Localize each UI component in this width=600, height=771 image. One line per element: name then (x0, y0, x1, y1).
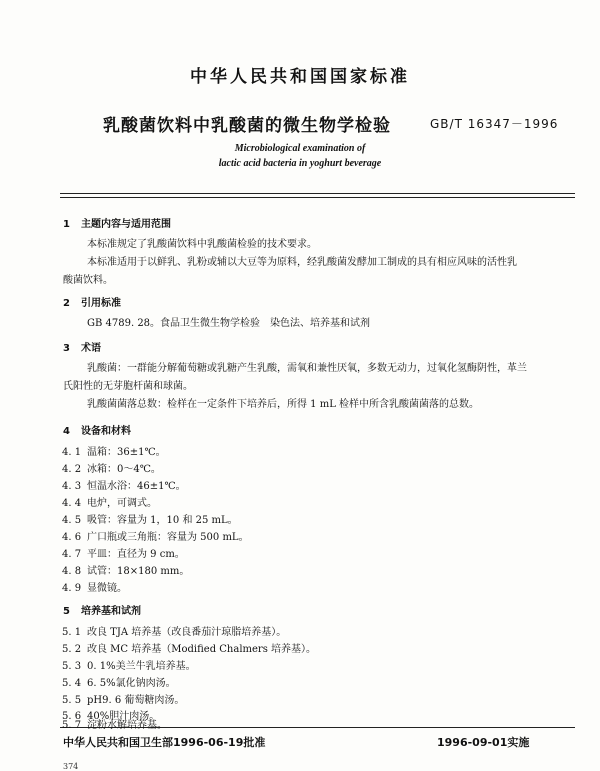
approval-line: 中华人民共和国卫生部1996-06-19批准 (63, 736, 266, 749)
list-item (62, 691, 184, 706)
list-item (62, 511, 238, 526)
list-item (62, 460, 161, 475)
item-number: 4. 8 (62, 566, 82, 577)
item-text: 6. 5%氯化钠肉汤。 (87, 678, 176, 689)
english-title-line2: lactic acid bacteria in yoghurt beverage (218, 158, 382, 169)
item-text: 平皿：直径为 9 cm。 (87, 549, 185, 560)
item-text: 改良 MC 培养基（Modified Chalmers 培养基）。 (87, 644, 317, 655)
list-item (62, 562, 189, 577)
item-text: 恒温水浴：46±1℃。 (87, 481, 186, 492)
item-number: 4. 6 (62, 532, 82, 543)
section-title: 引用标准 (81, 298, 121, 309)
list-item (62, 528, 249, 543)
item-number: 4. 2 (62, 464, 82, 475)
section-2-reference: GB 4789. 28。食品卫生微生物学检验 染色法、培养基和试剂 (87, 318, 371, 329)
item-number: 5. 5 (62, 695, 82, 706)
section-3-def1-line1: 乳酸菌：一群能分解葡萄糖或乳糖产生乳酸，需氧和兼性厌氧，多数无动力，过氧化氢酶阴性，革兰 (87, 363, 527, 374)
header-rule-bottom (60, 197, 575, 198)
list-item (62, 579, 127, 594)
standard-number: GB/T 16347－1996 (430, 117, 559, 131)
section-number: 1 (63, 219, 70, 230)
item-number: 4. 3 (62, 481, 82, 492)
section-1-para2-line1: 本标准适用于以鲜乳、乳粉或辅以大豆等为原料，经乳酸菌发酵加工制成的具有相应风味的活性乳 (87, 257, 517, 268)
list-item (62, 477, 186, 492)
item-text: 试管：18×180 mm。 (87, 566, 190, 577)
section-3-def2: 乳酸菌菌落总数：检样在一定条件下培养后，所得 1 mL 检样中所含乳酸菌菌落的总数。 (87, 399, 480, 410)
item-text: 吸管：容量为 1，10 和 25 mL。 (87, 515, 238, 526)
item-text: 40%胆汁肉汤。 (87, 711, 160, 722)
section-number: 2 (63, 298, 70, 309)
item-number: 4. 5 (62, 515, 82, 526)
item-number: 5. 2 (62, 644, 82, 655)
item-text: 淀粉水解培养基。 (87, 720, 167, 731)
item-number: 4. 9 (62, 583, 82, 594)
english-title-line1: Microbiological examination of (234, 143, 366, 154)
section-5-heading (63, 602, 141, 617)
implementation-date: 1996-09-01实施 (437, 736, 530, 749)
item-text: 改良 TJA 培养基（改良番茄汁琼脂培养基）。 (87, 627, 287, 638)
section-2-heading (63, 294, 121, 309)
item-text: 0. 1%美兰牛乳培养基。 (87, 661, 196, 672)
section-title: 主题内容与适用范围 (81, 219, 171, 230)
section-title: 术语 (81, 343, 101, 354)
item-text: pH9. 6 葡萄糖肉汤。 (87, 695, 185, 706)
page-number: 374 (63, 762, 79, 771)
section-number: 4 (63, 426, 70, 437)
section-1-para2-line2: 酸菌饮料。 (63, 275, 113, 286)
item-number: 4. 7 (62, 549, 82, 560)
item-number: 5. 6 (62, 711, 82, 722)
item-text: 电炉，可调式。 (87, 498, 157, 509)
list-item (62, 640, 316, 655)
section-title: 培养基和试剂 (81, 606, 141, 617)
item-text: 温箱：36±1℃。 (87, 447, 166, 458)
list-item (62, 545, 185, 560)
document-title: 乳酸菌饮料中乳酸菌的微生物学检验 (103, 116, 391, 136)
section-title: 设备和材料 (81, 426, 131, 437)
section-1-heading (63, 215, 171, 230)
section-number: 3 (63, 343, 70, 354)
section-number: 5 (63, 606, 70, 617)
section-3-heading (63, 339, 101, 354)
list-item (62, 657, 196, 672)
list-item (62, 494, 157, 509)
list-item (62, 716, 167, 731)
section-4-heading (63, 422, 131, 437)
list-item (62, 443, 166, 458)
item-text: 广口瓶或三角瓶：容量为 500 mL。 (87, 532, 249, 543)
section-1-para1: 本标准规定了乳酸菌饮料中乳酸菌检验的技术要求。 (87, 239, 317, 250)
item-number: 4. 4 (62, 498, 82, 509)
item-number: 5. 1 (62, 627, 82, 638)
list-item (62, 674, 176, 689)
item-number: 5. 7 (62, 720, 82, 731)
header-rule-top (60, 193, 575, 194)
item-text: 显微镜。 (87, 583, 127, 594)
item-number: 5. 3 (62, 661, 82, 672)
section-3-def1-line2: 氏阳性的无芽胞杆菌和球菌。 (63, 381, 193, 392)
item-number: 5. 4 (62, 678, 82, 689)
item-number: 4. 1 (62, 447, 82, 458)
list-item (62, 623, 286, 638)
item-text: 冰箱：0～4℃。 (87, 464, 161, 475)
national-standard-heading: 中华人民共和国国家标准 (190, 67, 410, 87)
